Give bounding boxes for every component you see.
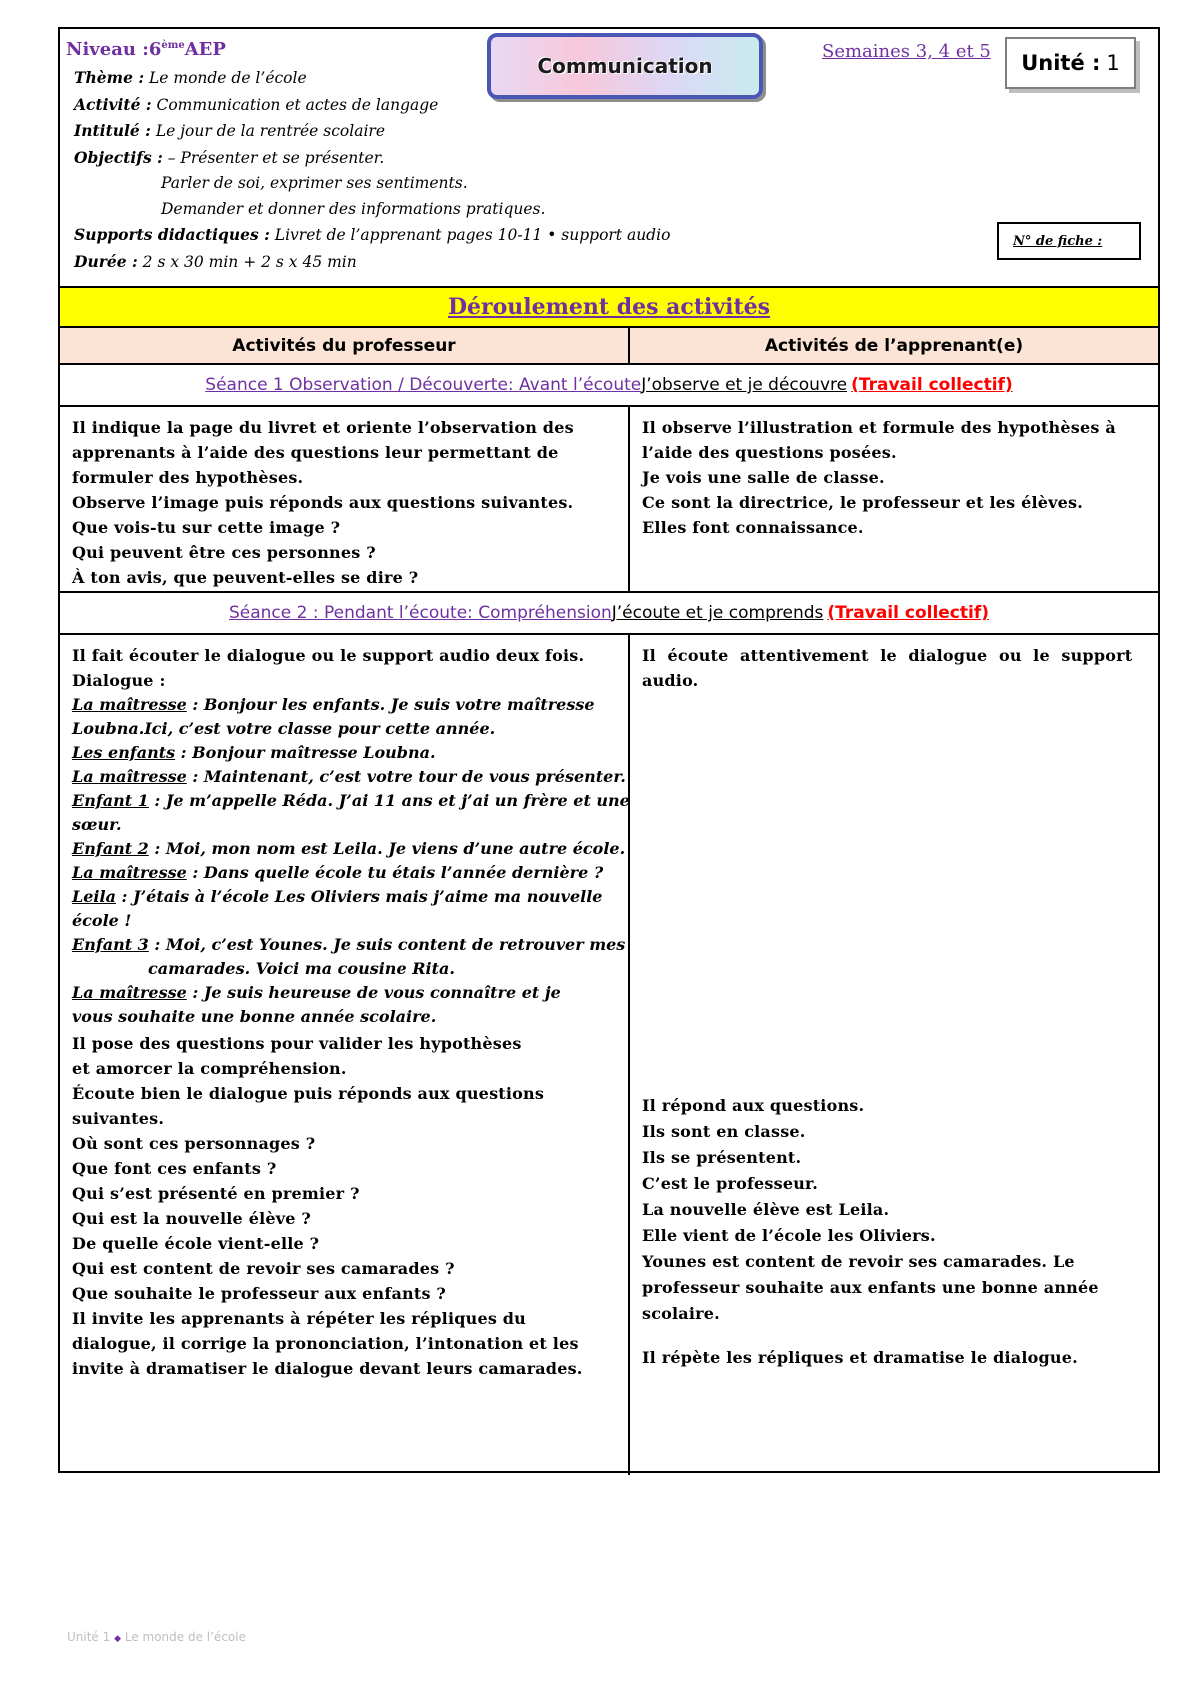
text-line: Il indique la page du livret et oriente l’observation des xyxy=(72,418,574,437)
text-line: audio. xyxy=(642,671,699,690)
text-line: Younes est content de revoir ses camarades. Le xyxy=(642,1252,1075,1271)
dialogue-line: Loubna.Ici, c’est votre classe pour cette année. xyxy=(72,719,496,738)
text-line: Il pose des questions pour valider les hypothèses xyxy=(72,1034,522,1053)
text-line: À ton avis, que peuvent-elles se dire ? xyxy=(72,568,419,587)
text-line: scolaire. xyxy=(642,1304,720,1323)
diamond-icon: ◆ xyxy=(114,1634,122,1644)
seance-1-header: Séance 1 Observation / Découverte: Avant l’écoute J’observe et je découvre (Travail collectif) xyxy=(60,365,1158,407)
objectif-2: Parler de soi, exprimer ses sentiments. xyxy=(161,174,468,192)
lesson-meta xyxy=(74,65,670,275)
text-line: Qui peuvent être ces personnes ? xyxy=(72,543,376,562)
unite-box: Unité : 1 xyxy=(1005,37,1136,89)
seance-1-apprenant xyxy=(630,407,1170,591)
objectif-3: Demander et donner des informations pratiques. xyxy=(161,199,546,218)
text-line: invite à dramatiser le dialogue devant leurs camarades. xyxy=(72,1359,583,1378)
dialogue-line: La maîtresse : Dans quelle école tu étais l’année dernière ? xyxy=(72,863,604,882)
objectifs-row: Objectifs : – Présenter et se présenter. xyxy=(74,147,385,167)
text-line: Ils sont en classe. xyxy=(642,1122,806,1141)
seance-2-prof xyxy=(60,635,630,1475)
header xyxy=(60,29,1158,286)
text-line: Écoute bien le dialogue puis réponds aux questions xyxy=(72,1084,545,1103)
text-line: Il écoute attentivement le dialogue ou le support xyxy=(642,646,1133,665)
section-banner: Déroulement des activités xyxy=(60,286,1158,328)
text-line: De quelle école vient-elle ? xyxy=(72,1234,320,1253)
text-line: Il invite les apprenants à répéter les répliques du xyxy=(72,1309,527,1328)
text-line: Qui est content de revoir ses camarades ? xyxy=(72,1259,455,1278)
text-line: Elles font connaissance. xyxy=(642,518,864,537)
page-footer: Unité 1 ◆ Le monde de l’école xyxy=(67,1630,246,1644)
column-header-apprenant: Activités de l’apprenant(e) xyxy=(630,328,1158,365)
text-line: suivantes. xyxy=(72,1109,165,1128)
text-line: l’aide des questions posées. xyxy=(642,443,897,462)
dialogue-line: école ! xyxy=(72,911,132,930)
duree-row: Durée : 2 s x 30 min + 2 s x 45 min xyxy=(74,251,357,271)
text-line: Qui s’est présenté en premier ? xyxy=(72,1184,360,1203)
dialogue xyxy=(72,693,628,1029)
supports-row: Supports didactiques : Livret de l’apprenant pages 10-11 • support audio xyxy=(74,225,671,244)
dialogue-line: La maîtresse : Je suis heureuse de vous connaître et je xyxy=(72,983,561,1002)
text-line: Il répond aux questions. xyxy=(642,1096,865,1115)
semaines: Semaines 3, 4 et 5 xyxy=(822,41,991,62)
text-line: Il répète les répliques et dramatise le dialogue. xyxy=(642,1348,1078,1367)
dialogue-line: vous souhaite une bonne année scolaire. xyxy=(72,1007,437,1026)
dialogue-line: sœur. xyxy=(72,815,122,834)
text-line: Il observe l’illustration et formule des hypothèses à xyxy=(642,418,1116,437)
text-line: et amorcer la compréhension. xyxy=(72,1059,347,1078)
column-header-prof: Activités du professeur xyxy=(60,328,630,365)
text-line: professeur souhaite aux enfants une bonne année xyxy=(642,1278,1099,1297)
text-line: Je vois une salle de classe. xyxy=(642,468,885,487)
dialogue-line: Enfant 3 : Moi, c’est Younes. Je suis content de retrouver mes xyxy=(72,935,626,954)
theme-row: Thème : Le monde de l’école xyxy=(74,68,307,87)
dialogue-line: Enfant 2 : Moi, mon nom est Leila. Je viens d’une autre école. xyxy=(72,839,626,858)
fiche-number-box: N° de fiche : xyxy=(997,222,1141,260)
seance-1-prof xyxy=(60,407,630,591)
seance-2-apprenant xyxy=(630,635,1170,1475)
text-line: C’est le professeur. xyxy=(642,1174,818,1193)
activite-row: Activité : Communication et actes de langage xyxy=(74,94,439,114)
dialogue-line: La maîtresse : Maintenant, c’est votre tour de vous présenter. xyxy=(72,767,626,786)
niveau: Niveau :6èmeAEP xyxy=(66,39,226,60)
text-line: Que vois-tu sur cette image ? xyxy=(72,518,341,537)
dialogue-line: La maîtresse : Bonjour les enfants. Je suis votre maîtresse xyxy=(72,695,595,714)
dialogue-line: Leila : J’étais à l’école Les Oliviers mais j’aime ma nouvelle xyxy=(72,887,603,906)
dialogue-line: camarades. Voici ma cousine Rita. xyxy=(148,959,455,978)
lesson-sheet xyxy=(58,27,1160,1473)
seance-2-content xyxy=(60,635,1158,1475)
text-line: Elle vient de l’école les Oliviers. xyxy=(642,1226,936,1245)
text-line: Qui est la nouvelle élève ? xyxy=(72,1209,311,1228)
text-line: La nouvelle élève est Leila. xyxy=(642,1200,890,1219)
text-line: Ce sont la directrice, le professeur et les élèves. xyxy=(642,493,1084,512)
dialogue-line: Enfant 1 : Je m’appelle Réda. J’ai 11 ans et j’ai un frère et une xyxy=(72,791,630,810)
text-line: formuler des hypothèses. xyxy=(72,468,304,487)
communication-badge: Communication xyxy=(487,33,763,99)
dialogue-line: Les enfants : Bonjour maîtresse Loubna. xyxy=(72,743,436,762)
text-line: Observe l’image puis réponds aux questions suivantes. xyxy=(72,493,574,512)
text-line: Dialogue : xyxy=(72,671,166,690)
text-line: Où sont ces personnages ? xyxy=(72,1134,316,1153)
text-line: Que souhaite le professeur aux enfants ? xyxy=(72,1284,447,1303)
intitule-row: Intitulé : Le jour de la rentrée scolaire xyxy=(74,121,385,140)
apprenant-answers xyxy=(642,1093,1099,1371)
text-line: apprenants à l’aide des questions leur permettant de xyxy=(72,443,559,462)
text-line: Que font ces enfants ? xyxy=(72,1159,277,1178)
text-line: dialogue, il corrige la prononciation, l’intonation et les xyxy=(72,1334,579,1353)
seance-2-header: Séance 2 : Pendant l’écoute: Compréhension J’écoute et je comprends (Travail collectif) xyxy=(60,593,1158,635)
seance-1-content xyxy=(60,407,1158,593)
text-line: Ils se présentent. xyxy=(642,1148,802,1167)
text-line: Il fait écouter le dialogue ou le support audio deux fois. xyxy=(72,646,585,665)
